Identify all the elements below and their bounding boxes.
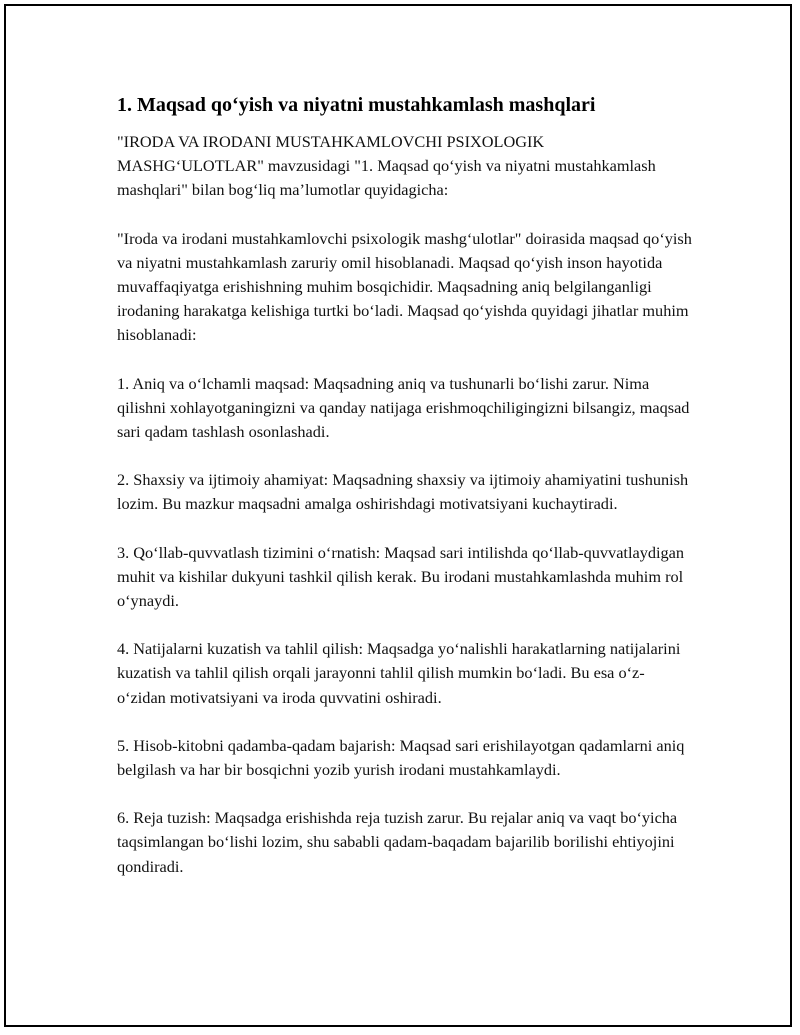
list-item-6: 6. Reja tuzish: Maqsadga erishishda reja tuzish zarur. Bu rejalar aniq va vaqt bo‘yicha taqsimlangan bo‘lishi lozim, shu sababli qadam-baqadam bajarilib borilishi ehtiyojini qondiradi. [117, 808, 678, 876]
list-item-5: 5. Hisob-kitobni qadamba-qadam bajarish: Maqsad sari erishilayotgan qadamlarni aniq belgilash va har bir bosqichni yozib yurish irodani mustahkamlaydi. [117, 735, 685, 780]
list-item-4: 4. Natijalarni kuzatish va tahlil qilish: Maqsadga yo‘nalishli harakatlarning natijalarini kuzatish va tahlil qilish orqali jarayonni tahlil qilish mumkin bo‘ladi. Bu esa o‘z-o‘zidan motivatsiyani va iroda quvvatini oshiradi. [117, 639, 681, 707]
context-paragraph: "Iroda va irodani mustahkamlovchi psixologik mashg‘ulotlar" doirasida maqsad qo‘yish va niyatni mustahkamlash zaruriy omil hisoblanadi. Maqsad qo‘yish inson hayotida muvaffaqiyatga erishishning muhim bosqichidir. Maqsadning aniq belgilanganligi irodaning harakatga kelishiga turtki bo‘ladi. Maqsad qo‘yishda quyidagi jihatlar muhim hisoblanadi: [117, 228, 692, 345]
document-body [117, 92, 692, 903]
document-title: 1. Maqsad qo‘yish va niyatni mustahkamlash mashqlari [117, 94, 596, 116]
list-item-1: 1. Aniq va o‘lchamli maqsad: Maqsadning aniq va tushunarli bo‘lishi zarur. Nima qilishni xohlayotganingizni va qanday natijaga erishmoqchiligingizni bilsangiz, maqsad sari qadam tashlash osonlashadi. [117, 373, 690, 442]
intro-paragraph: "IRODA VA IRODANI MUSTAHKAMLOVCHI PSIXOLOGIK MASHG‘ULOTLAR" mavzusidagi "1. Maqsad qo‘yish va niyatni mustahkamlash mashqlari" bilan bog‘liq ma’lumotlar quyidagicha: [117, 132, 656, 200]
list-item-2: 2. Shaxsiy va ijtimoiy ahamiyat: Maqsadning shaxsiy va ijtimoiy ahamiyatini tushunish lozim. Bu mazkur maqsadni amalga oshirishdagi motivatsiyani kuchaytiradi. [117, 470, 689, 514]
list-item-3: 3. Qo‘llab-quvvatlash tizimini o‘rnatish: Maqsad sari intilishda qo‘llab-quvvatlaydigan muhit va kishilar dukyuni tashkil qilish kerak. Bu irodani mustahkamlashda muhim rol o‘ynaydi. [117, 542, 685, 611]
